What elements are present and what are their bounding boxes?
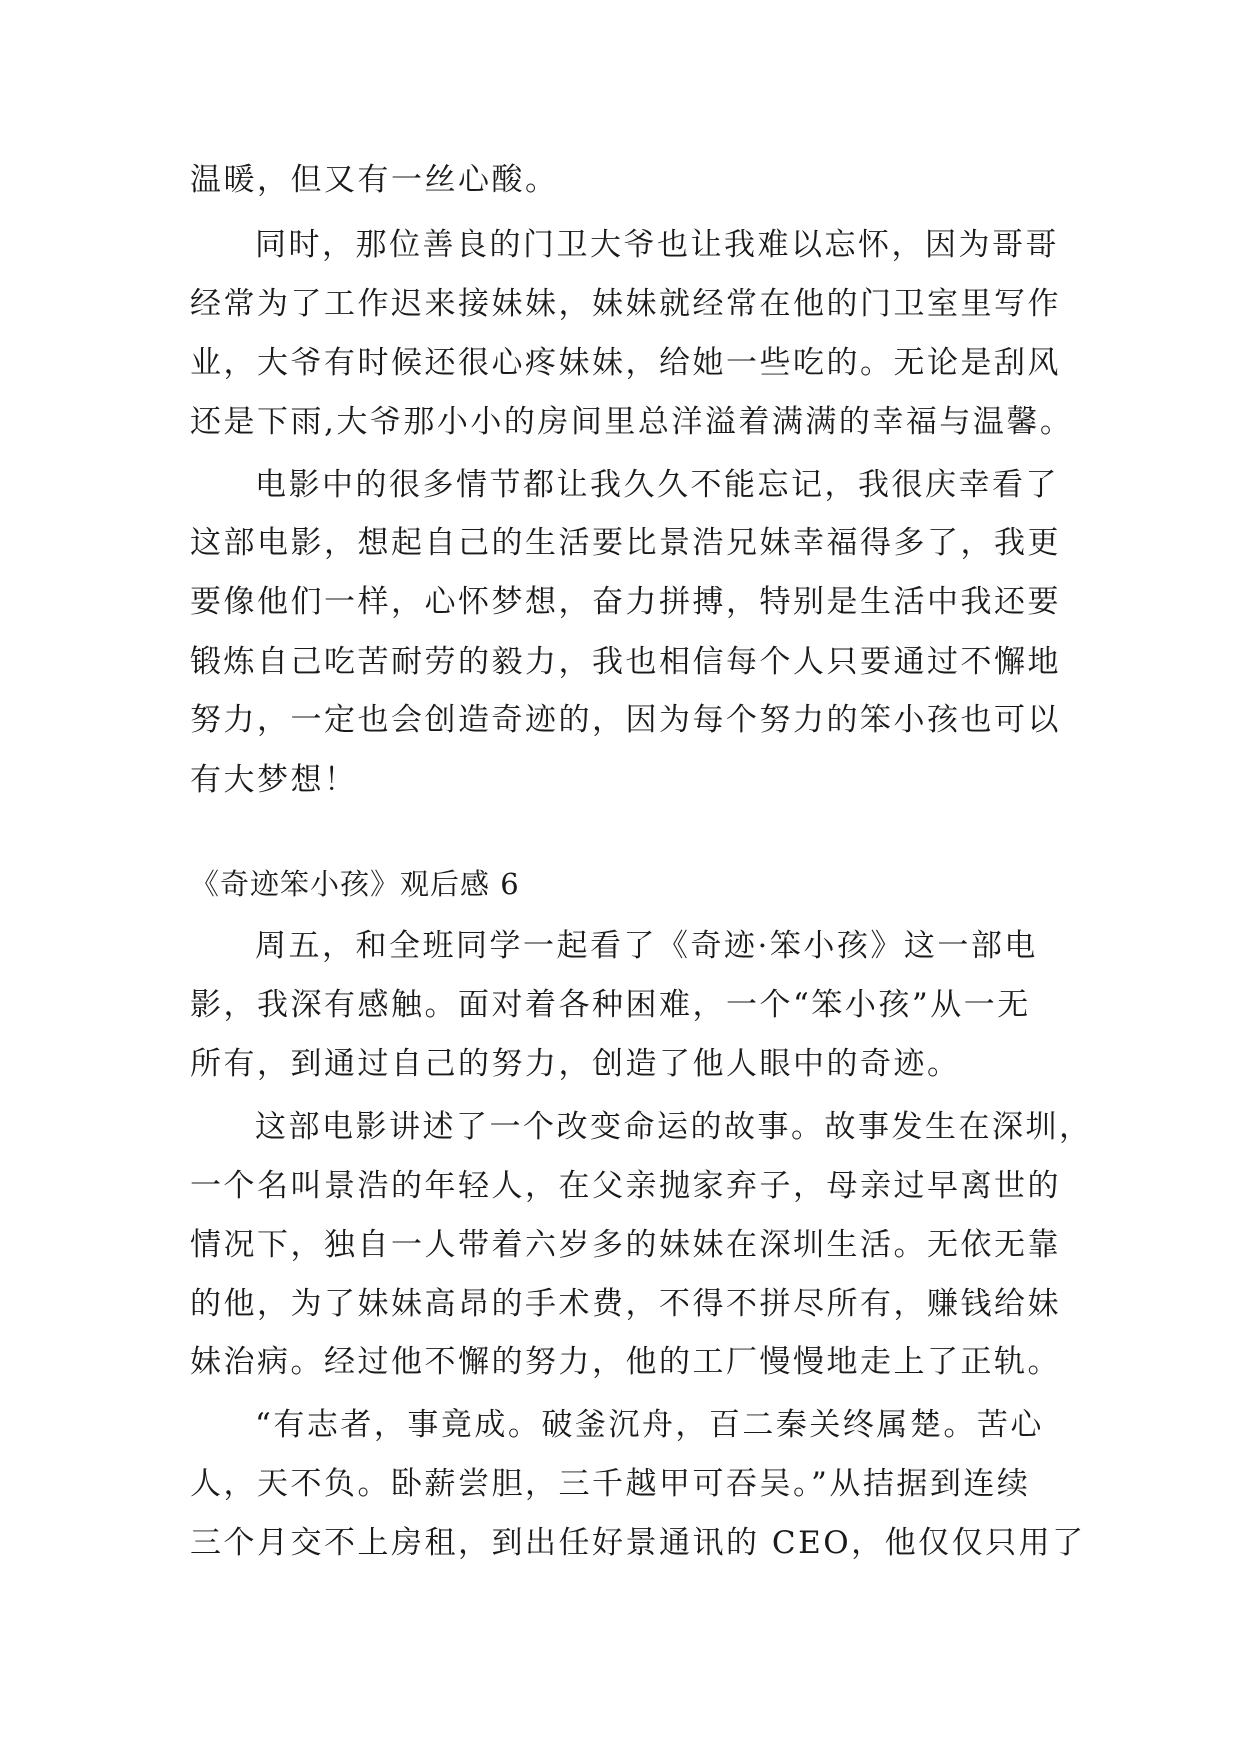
body-line: 有大梦想！ [190, 762, 358, 798]
body-line: 三个月交不上房租，到出任好景通讯的 CEO，他仅仅只用了 [190, 1525, 1086, 1561]
body-line: 妹治病。经过他不懈的努力，他的工厂慢慢地走上了正轨。 [190, 1344, 1061, 1380]
body-line: 经常为了工作迟来接妹妹，妹妹就经常在他的门卫室里写作 [190, 286, 1061, 322]
body-line: 的他，为了妹妹高昂的手术费，不得不拼尽所有，赚钱给妹 [190, 1286, 1061, 1322]
body-line: 电影中的很多情节都让我久久不能忘记，我很庆幸看了 [255, 467, 1059, 503]
body-line: 业，大爷有时候还很心疼妹妹，给她一些吃的。无论是刮风 [190, 345, 1061, 381]
body-line: 周五，和全班同学一起看了《奇迹·笨小孩》这一部电 [255, 928, 1038, 964]
body-line: “有志者，事竟成。破釜沉舟，百二秦关终属楚。苦心 [255, 1407, 1044, 1443]
body-line: 这部电影讲述了一个改变命运的故事。故事发生在深圳， [255, 1109, 1093, 1145]
body-line: 人，天不负。卧薪尝胆，三千越甲可吞吴。”从拮据到连续 [190, 1466, 1031, 1502]
body-line: 所有，到通过自己的努力，创造了他人眼中的奇迹。 [190, 1046, 961, 1082]
body-line: 努力，一定也会创造奇迹的，因为每个努力的笨小孩也可以 [190, 702, 1061, 738]
body-line: 影，我深有感触。面对着各种困难，一个“笨小孩”从一无 [190, 987, 1031, 1023]
section-heading: 《奇迹笨小孩》观后感 6 [190, 867, 520, 901]
body-line: 这部电影，想起自己的生活要比景浩兄妹幸福得多了，我更 [190, 525, 1061, 561]
body-line: 同时，那位善良的门卫大爷也让我难以忘怀，因为哥哥 [255, 227, 1059, 263]
body-line: 情况下，独自一人带着六岁多的妹妹在深圳生活。无依无靠 [190, 1227, 1061, 1263]
body-line: 温暖，但又有一丝心酸。 [190, 162, 559, 198]
body-line: 要像他们一样，心怀梦想，奋力拼搏，特别是生活中我还要 [190, 584, 1061, 620]
body-line: 锻炼自己吃苦耐劳的毅力，我也相信每个人只要通过不懈地 [190, 644, 1061, 680]
body-line: 还是下雨,大爷那小小的房间里总洋溢着满满的幸福与温馨。 [190, 404, 1074, 440]
body-line: 一个名叫景浩的年轻人，在父亲抛家弃子，母亲过早离世的 [190, 1168, 1061, 1204]
